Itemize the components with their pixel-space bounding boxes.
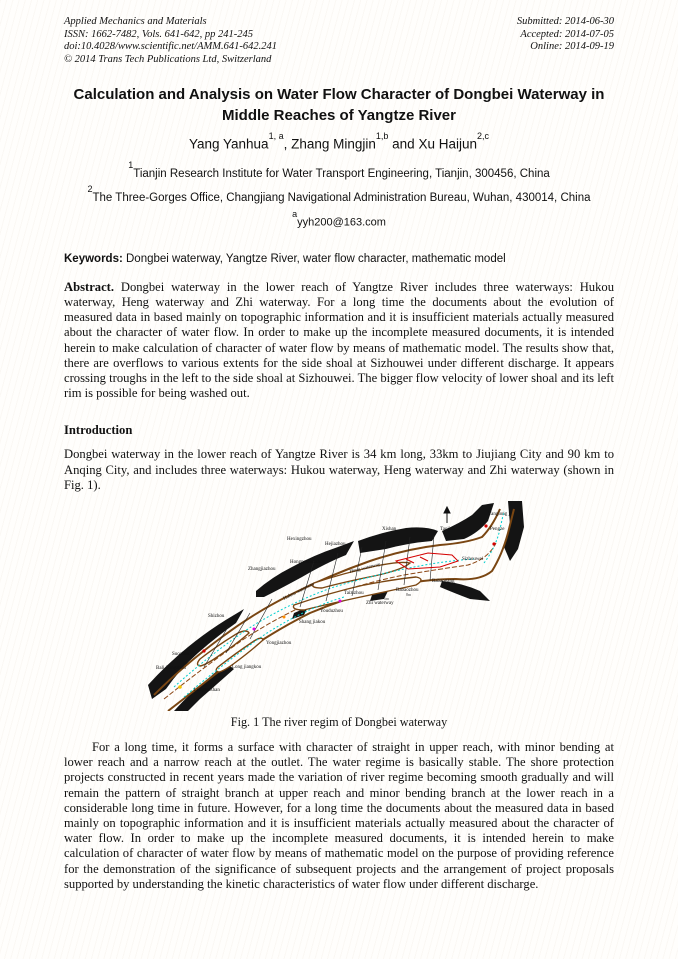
submitted-date: Submitted: 2014-06-30: [516, 16, 614, 27]
journal-header: [64, 16, 614, 66]
map-label: Hejiazhou: [325, 542, 346, 548]
body-paragraph: For a long time, it forms a surface with character of straight in upper reach, with minor bending at lower reach and a narrow reach at the outlet. The water regime is basically stable. The shore protection projects constructed in recent years made the variation of river regime becoming smooth gradually and will remain the pattern of straight branch at upper reach and minor bending branch at the lower reach in a considerable long time in future. However, for a long time the documents about the measured data in based mainly on topographic information and it is insufficient materials actually measured about the character of water flow. In order to make up the incomplete measured documents, it is intended herein to make calculation of character of water flow by means of mathematic model on the purpose of providing reference for the demonstration of the significance of subsequent projects and the arrangement of project proposals supported by understanding the kinetic characteristics of water flow under different discharge.: [64, 740, 614, 891]
map-label: 6m: [384, 596, 390, 602]
introduction-paragraph: Dongbei waterway in the lower reach of Yangtze River is 34 km long, 33km to Jiujiang City and 90 km to Anqing City, and includes three waterways: Hukou waterway, Heng waterway and Zhi waterway (shown in Fig. 1).: [64, 447, 614, 492]
map-label: Xishan: [382, 527, 397, 533]
map-label: Babaozhou: [396, 588, 419, 594]
author-email: [64, 209, 614, 229]
map-label: Taojian: [440, 527, 455, 533]
journal-name: Applied Mechanics and Materials: [64, 16, 207, 27]
map-label: 8m: [406, 592, 412, 598]
section-heading-introduction: Introduction: [64, 423, 133, 438]
figure-1-caption: Fig. 1 The river regim of Dongbei waterway: [230, 715, 448, 730]
map-label: Babaogang: [432, 579, 455, 585]
abstract-label: Abstract.: [64, 279, 115, 294]
abstract: [64, 280, 614, 402]
author-1: Yang Yanhua: [188, 136, 269, 152]
journal-info: [64, 16, 277, 66]
map-label: Yongjiazhou: [266, 641, 292, 647]
map-label: Youduzhou: [320, 609, 343, 615]
author-1-sup: 1, a: [268, 131, 284, 141]
sizhouwei-shoal-outline: [396, 553, 458, 569]
email-sup: a: [292, 209, 298, 220]
map-label: Shang jiakou: [299, 620, 326, 626]
map-label: Zhangjiazhou: [248, 567, 276, 573]
map-label: Heng waterway: [349, 562, 382, 575]
map-label: Suozhou: [172, 652, 190, 658]
affiliation-1-sup: 1: [128, 159, 134, 170]
journal-issn: ISSN: 1662-7482, Vols. 641-642, pp 241-245: [64, 28, 253, 40]
author-separator: and: [388, 136, 419, 152]
author-3: Xu Haijun: [418, 136, 477, 152]
journal-copyright: © 2014 Trans Tech Publications Ltd, Switzerland: [64, 53, 272, 65]
map-label: Long jiangkou: [232, 665, 262, 671]
figure-1: [64, 499, 614, 711]
map-label: Hukou waterway: [282, 581, 316, 602]
author-2-sup: 1,b: [375, 131, 389, 141]
author-3-sup: 2,c: [476, 131, 489, 141]
north-arrow-icon: [444, 507, 450, 523]
keywords-label: Keywords:: [64, 252, 123, 265]
author-2: Zhang Mingjin: [291, 136, 376, 152]
affiliation-2-text: The Three-Gorges Office, Changjiang Navigational Administration Bureau, Wuhan, 430014, China: [92, 192, 591, 205]
map-label: Yanglong ji: [488, 512, 512, 518]
keywords-line: [64, 253, 614, 265]
affiliation-2-sup: 2: [87, 184, 93, 195]
map-label: Taizizhou: [344, 591, 364, 597]
author-separator: ,: [283, 136, 292, 152]
map-label: Longtanshan: [194, 688, 220, 694]
map-label: Pengze: [490, 527, 505, 533]
affiliation-2: [64, 184, 614, 205]
online-date: Online: 2014-09-19: [530, 41, 614, 52]
map-label: Zhi waterway: [366, 601, 394, 607]
affiliation-1-text: Tianjin Research Institute for Water Transport Engineering, Tianjin, 300456, China: [133, 167, 550, 180]
map-label: Sizhouwei: [462, 557, 484, 563]
map-label: Bali Jiangzhou: [156, 666, 186, 672]
accepted-date: Accepted: 2014-07-05: [520, 28, 614, 40]
authors-line: [64, 131, 614, 152]
keywords-text: Dongbei waterway, Yangtze River, water flow character, mathematic model: [122, 252, 506, 265]
submission-dates: [517, 16, 614, 66]
affiliation-1: [64, 159, 614, 180]
river-map: [144, 499, 534, 711]
journal-doi: doi:10.4028/www.scientific.net/AMM.641-642.241: [64, 41, 277, 52]
map-label: Hexingzhou: [287, 537, 312, 543]
abstract-text: Dongbei waterway in the lower reach of Yangtze River includes three waterways: Hukou waterway, Heng waterway and Zhi waterway. For a long time the documents about the evolution of measured data in based mainly on topographic information and it is insufficient materials actually measured about the character of water flow. In order to make up the incomplete measured documents, it is intended herein to make calculation of character of water flow by means of mathematic model. The results show that, there are overflows to various extents for the side shoal at Sizhouwei under different discharge. It appears crossing troughs in the left to the side shoal at Sizhouwei. The bigger flow velocity of lower shoal and its left rim is possible for being washed out.: [64, 279, 614, 401]
paper-title: Calculation and Analysis on Water Flow Character of Dongbei Waterway in Middle Reaches of Yangtze River: [73, 86, 605, 124]
terrain-shapes: [148, 501, 524, 711]
map-label: Hongpanhuazhou: [290, 560, 326, 566]
map-label: Shizhou: [208, 614, 225, 620]
email-text: yyh200@163.com: [297, 216, 386, 229]
